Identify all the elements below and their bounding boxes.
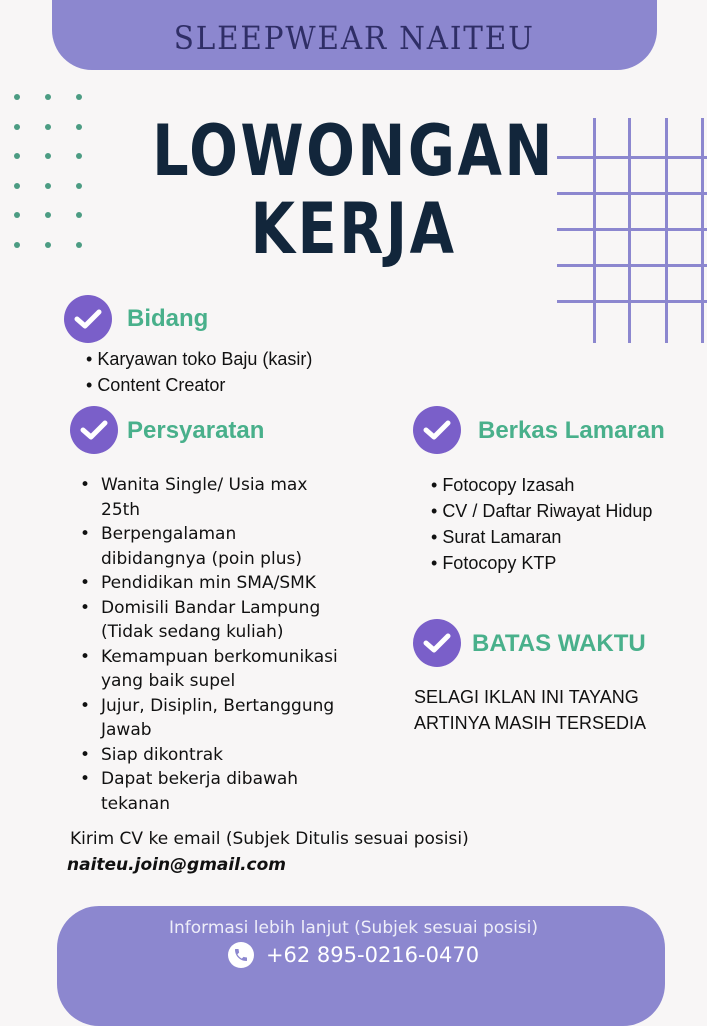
bullet-icon: • <box>80 695 91 716</box>
batas-waktu-line-1: SELAGI IKLAN INI TAYANG <box>414 687 639 707</box>
section-title-bidang: Bidang <box>127 305 209 332</box>
headline-line-1: LOWONGAN <box>152 110 555 192</box>
check-icon <box>70 406 118 454</box>
top-banner <box>52 0 657 70</box>
grid-line-horizontal <box>557 264 707 267</box>
bullet-icon: • <box>86 349 98 369</box>
bullet-icon: • <box>80 573 91 593</box>
headline-line-2: KERJA <box>250 188 457 270</box>
list-item-text: yang baik supel <box>101 671 236 691</box>
list-item-text: Kemampuan berkomunikasi <box>101 646 338 667</box>
decorative-dot <box>45 94 51 100</box>
bullet-icon: • <box>431 553 443 573</box>
list-item-text: Fotocopy Izasah <box>442 475 575 495</box>
bullet-icon: • <box>80 744 91 765</box>
grid-line-horizontal <box>557 192 707 195</box>
list-item-text: Domisili Bandar Lampung <box>101 597 321 618</box>
phone-number[interactable]: +62 895-0216-0470 <box>265 943 480 967</box>
list-item <box>431 524 652 550</box>
bullet-icon: • <box>431 475 443 495</box>
list-item-text: Pendidikan min SMA/SMK <box>101 573 316 593</box>
persyaratan-list <box>80 473 380 816</box>
phone-icon <box>228 942 254 968</box>
check-icon <box>413 406 461 454</box>
list-item <box>80 473 380 522</box>
decorative-dot <box>14 94 20 100</box>
list-item <box>86 372 312 398</box>
list-item <box>80 645 380 694</box>
list-item <box>80 767 380 816</box>
bullet-icon: • <box>80 597 91 618</box>
list-item-text: Surat Lamaran <box>442 527 562 547</box>
list-item-text: Fotocopy KTP <box>442 553 557 573</box>
grid-line-horizontal <box>557 300 707 303</box>
grid-line-horizontal <box>557 228 707 231</box>
bullet-icon: • <box>80 475 91 495</box>
section-title-berkas-lamaran: Berkas Lamaran <box>478 417 665 444</box>
email-link[interactable]: naiteu.join@gmail.com <box>67 855 286 875</box>
phone-row <box>0 942 707 968</box>
info-text: Informasi lebih lanjut (Subjek sesuai posisi) <box>168 918 539 938</box>
list-item-text: Siap dikontrak <box>101 744 223 765</box>
check-icon <box>64 295 112 343</box>
list-item-text: CV / Daftar Riwayat Hidup <box>442 501 653 521</box>
list-item-text: Wanita Single/ Usia max <box>101 475 308 495</box>
list-item-text: Jujur, Disiplin, Bertanggung <box>101 695 335 716</box>
bullet-icon: • <box>80 524 91 544</box>
list-item <box>80 522 380 571</box>
email-instruction: Kirim CV ke email (Subjek Ditulis sesuai posisi) <box>70 829 469 849</box>
decorative-dot <box>76 94 82 100</box>
list-item-text: (Tidak sedang kuliah) <box>101 622 284 642</box>
grid-line-horizontal <box>557 156 707 159</box>
list-item <box>80 743 380 768</box>
brand-name: SLEEPWEAR NAITEU <box>173 19 536 57</box>
list-item <box>431 472 652 498</box>
list-item <box>80 694 380 743</box>
bullet-icon: • <box>86 375 98 395</box>
bullet-icon: • <box>80 769 91 789</box>
bullet-icon: • <box>80 646 91 667</box>
bullet-icon: • <box>431 501 443 521</box>
list-item-text: Jawab <box>101 720 152 740</box>
list-item-text: 25th <box>101 499 141 520</box>
list-item-text: Berpengalaman <box>101 524 237 544</box>
decorative-line-grid <box>557 118 707 343</box>
check-icon <box>413 619 461 667</box>
bullet-icon: • <box>431 527 443 547</box>
list-item <box>86 346 312 372</box>
berkas-list <box>431 472 652 576</box>
section-title-persyaratan: Persyaratan <box>127 417 265 444</box>
list-item-text: tekanan <box>101 793 171 814</box>
list-item-text: Dapat bekerja dibawah <box>101 769 299 789</box>
batas-waktu-line-2: ARTINYA MASIH TERSEDIA <box>414 713 647 733</box>
bidang-list <box>86 346 312 398</box>
list-item <box>80 571 380 596</box>
list-item-text: Karyawan toko Baju (kasir) <box>97 349 313 369</box>
batas-waktu-text <box>414 684 646 736</box>
list-item <box>431 550 652 576</box>
section-title-batas-waktu: BATAS WAKTU <box>472 630 646 657</box>
list-item <box>431 498 652 524</box>
list-item <box>80 596 380 645</box>
list-item-text: Content Creator <box>97 375 226 395</box>
list-item-text: dibidangnya (poin plus) <box>101 548 302 569</box>
